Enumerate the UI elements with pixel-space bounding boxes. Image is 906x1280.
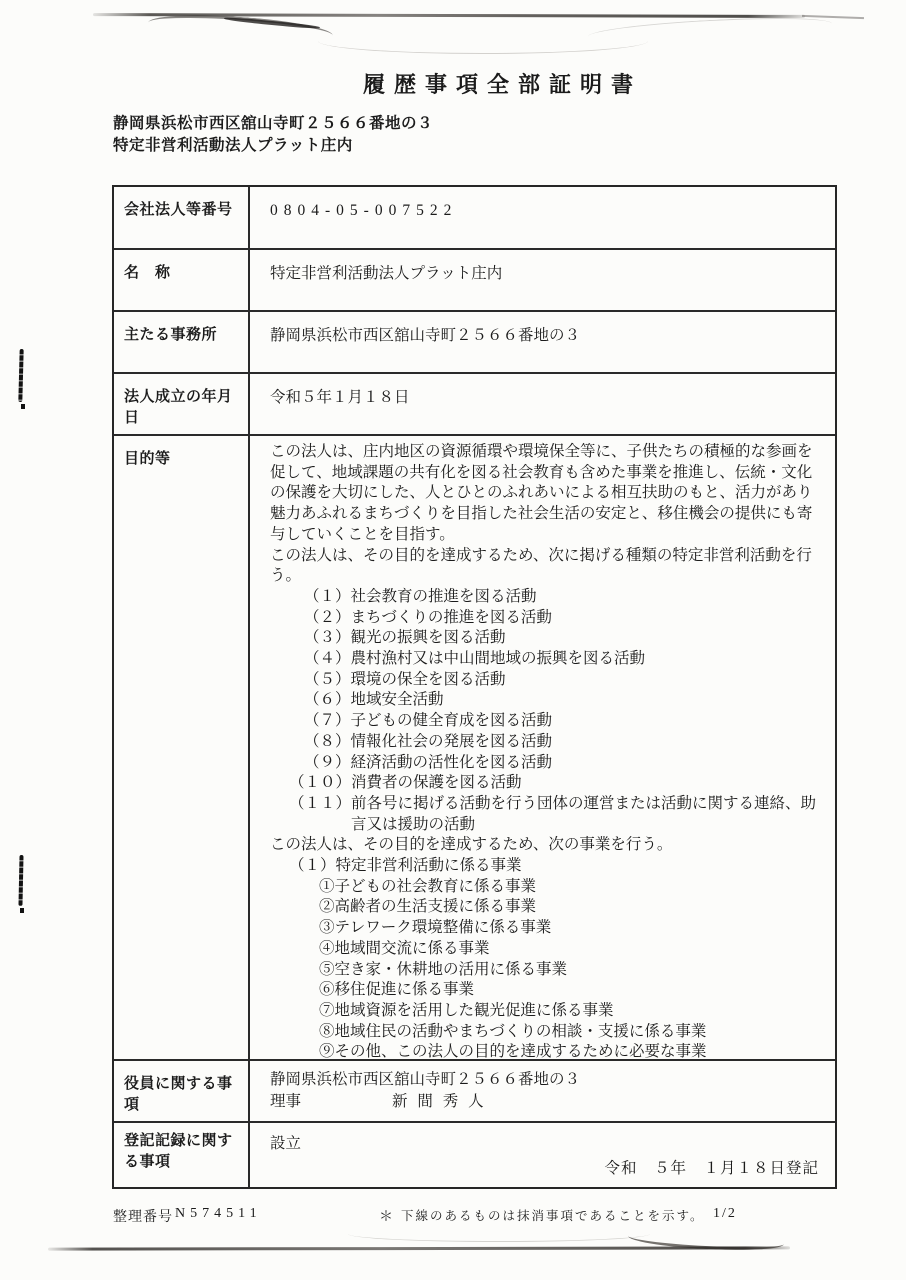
- officers-value: [250, 1061, 835, 1121]
- margin-mark: [18, 349, 23, 402]
- activity-item: （７）子どもの健全育成を図る活動: [304, 712, 553, 730]
- serial-number-label: 整理番号: [113, 1210, 173, 1225]
- activity-item: （２）まちづくりの推進を図る活動: [304, 608, 552, 626]
- scan-artifact-wave: [588, 14, 833, 47]
- purpose-paragraph-3: この法人は、その目的を達成するため、次の事業を行う。: [270, 836, 673, 854]
- business-item: ⑨その他、この法人の目的を達成するために必要な事業: [319, 1043, 707, 1059]
- business-item: ⑧地域住民の活動やまちづくりの相談・支援に係る事業: [319, 1022, 707, 1040]
- name-label: 名 称: [114, 250, 250, 310]
- row-purpose: [114, 436, 835, 1061]
- footer-note: 下線のあるものは抹消事項であることを示す。: [401, 1209, 705, 1223]
- scan-artifact-wave: [318, 28, 648, 54]
- activity-item: （３）観光の振興を図る活動: [304, 629, 506, 647]
- purpose-paragraph-1: この法人は、庄内地区の資源循環や環境保全等に、子供たちの積極的な参画を促して、地域課題の共有化を図る社会教育も含めた事業を推進し、伝統・文化の保護を大切にした、人とひとのふれあいによる相互扶助のもと、活力があり魅力あふれるまちづくりを目指した社会生活の安定と、移住機会の提供にも寄与していくことを目指す。: [270, 443, 813, 543]
- business-item: ⑤空き家・休耕地の活用に係る事業: [319, 960, 568, 978]
- establishment-date-label: 法人成立の年月日: [114, 374, 250, 434]
- registration-type: 設立: [270, 1135, 302, 1152]
- business-heading: （１）特定非営利活動に係る事業: [289, 857, 522, 875]
- activity-item: （４）農村漁村又は中山間地域の振興を図る活動: [304, 650, 646, 668]
- business-item: ③テレワーク環境整備に係る事業: [319, 919, 552, 937]
- header-address: 静岡県浜松市西区舘山寺町２５６６番地の３: [113, 115, 434, 132]
- officers-person-name: 新 間 秀 人: [392, 1093, 487, 1110]
- row-officers: [114, 1061, 835, 1123]
- margin-mark-dot: [21, 404, 25, 409]
- margin-mark-dot: [20, 908, 24, 913]
- purpose-paragraph-2: この法人は、その目的を達成するため、次に掲げる種類の特定非営利活動を行う。: [270, 546, 812, 585]
- row-name: [114, 250, 835, 312]
- row-corporate-number: [114, 187, 835, 250]
- margin-mark: [18, 855, 23, 906]
- scan-artifact-top-curve: [147, 11, 333, 48]
- scan-artifact-top-edge: [93, 13, 805, 18]
- corporate-number-value: 0804-05-007522: [270, 202, 458, 219]
- activity-item: （６）地域安全活動: [304, 691, 444, 709]
- scan-artifact-bottom-edge: [48, 1246, 790, 1250]
- header-corporation-name: 特定非営利活動法人プラット庄内: [113, 137, 353, 154]
- registration-record-label: 登記記録に関する事項: [114, 1123, 250, 1187]
- corporate-number-label: 会社法人等番号: [114, 187, 250, 248]
- row-establishment-date: [114, 374, 835, 436]
- row-head-office: [114, 312, 835, 374]
- head-office-label: 主たる事務所: [114, 312, 250, 372]
- business-item: ②高齢者の生活支援に係る事業: [319, 898, 537, 916]
- establishment-date-value: 令和５年１月１８日: [270, 389, 410, 406]
- purpose-value: [250, 436, 835, 1059]
- page-title: 履歴事項全部証明書: [363, 72, 643, 97]
- officers-role: 理事: [270, 1093, 302, 1110]
- serial-number-value: N574511: [175, 1206, 262, 1221]
- registration-date: 令和 ５年 １月１８日登記: [604, 1160, 819, 1177]
- registry-table: [112, 185, 837, 1189]
- header-block: [113, 113, 433, 157]
- page-footer: [113, 1206, 838, 1230]
- scan-artifact-top-smudge: [224, 16, 320, 29]
- registration-record-value: [250, 1123, 835, 1187]
- scan-artifact-bottom-curve: [628, 1227, 785, 1253]
- activity-item: （５）環境の保全を図る活動: [304, 670, 506, 688]
- activity-item: （１０）消費者の保護を図る活動: [289, 774, 522, 792]
- name-value: 特定非営利活動法人プラット庄内: [270, 265, 503, 282]
- purpose-label: 目的等: [114, 436, 250, 1059]
- activity-item: （１）社会教育の推進を図る活動: [304, 587, 537, 605]
- row-registration-record: [114, 1123, 835, 1187]
- officers-address: 静岡県浜松市西区舘山寺町２５６６番地の３: [270, 1071, 581, 1088]
- activity-item: （１１）前各号に掲げる活動を行う団体の運営または活動に関する連絡、助言又は援助の活動: [289, 794, 817, 833]
- business-item: ①子どもの社会教育に係る事業: [319, 877, 537, 895]
- page-number: 1/2: [713, 1206, 737, 1221]
- officers-label: 役員に関する事項: [114, 1061, 250, 1121]
- business-item: ⑥移住促進に係る事業: [319, 981, 475, 999]
- business-item: ⑦地域資源を活用した観光促進に係る事業: [319, 1001, 614, 1019]
- asterisk-mark: ＊: [379, 1210, 393, 1225]
- activity-item: （９）経済活動の活性化を図る活動: [304, 753, 553, 771]
- head-office-value: 静岡県浜松市西区舘山寺町２５６６番地の３: [270, 327, 581, 344]
- scan-artifact-top-edge-right: [802, 15, 864, 19]
- business-item: ④地域間交流に係る事業: [319, 939, 490, 957]
- activity-item: （８）情報化社会の発展を図る活動: [304, 732, 553, 750]
